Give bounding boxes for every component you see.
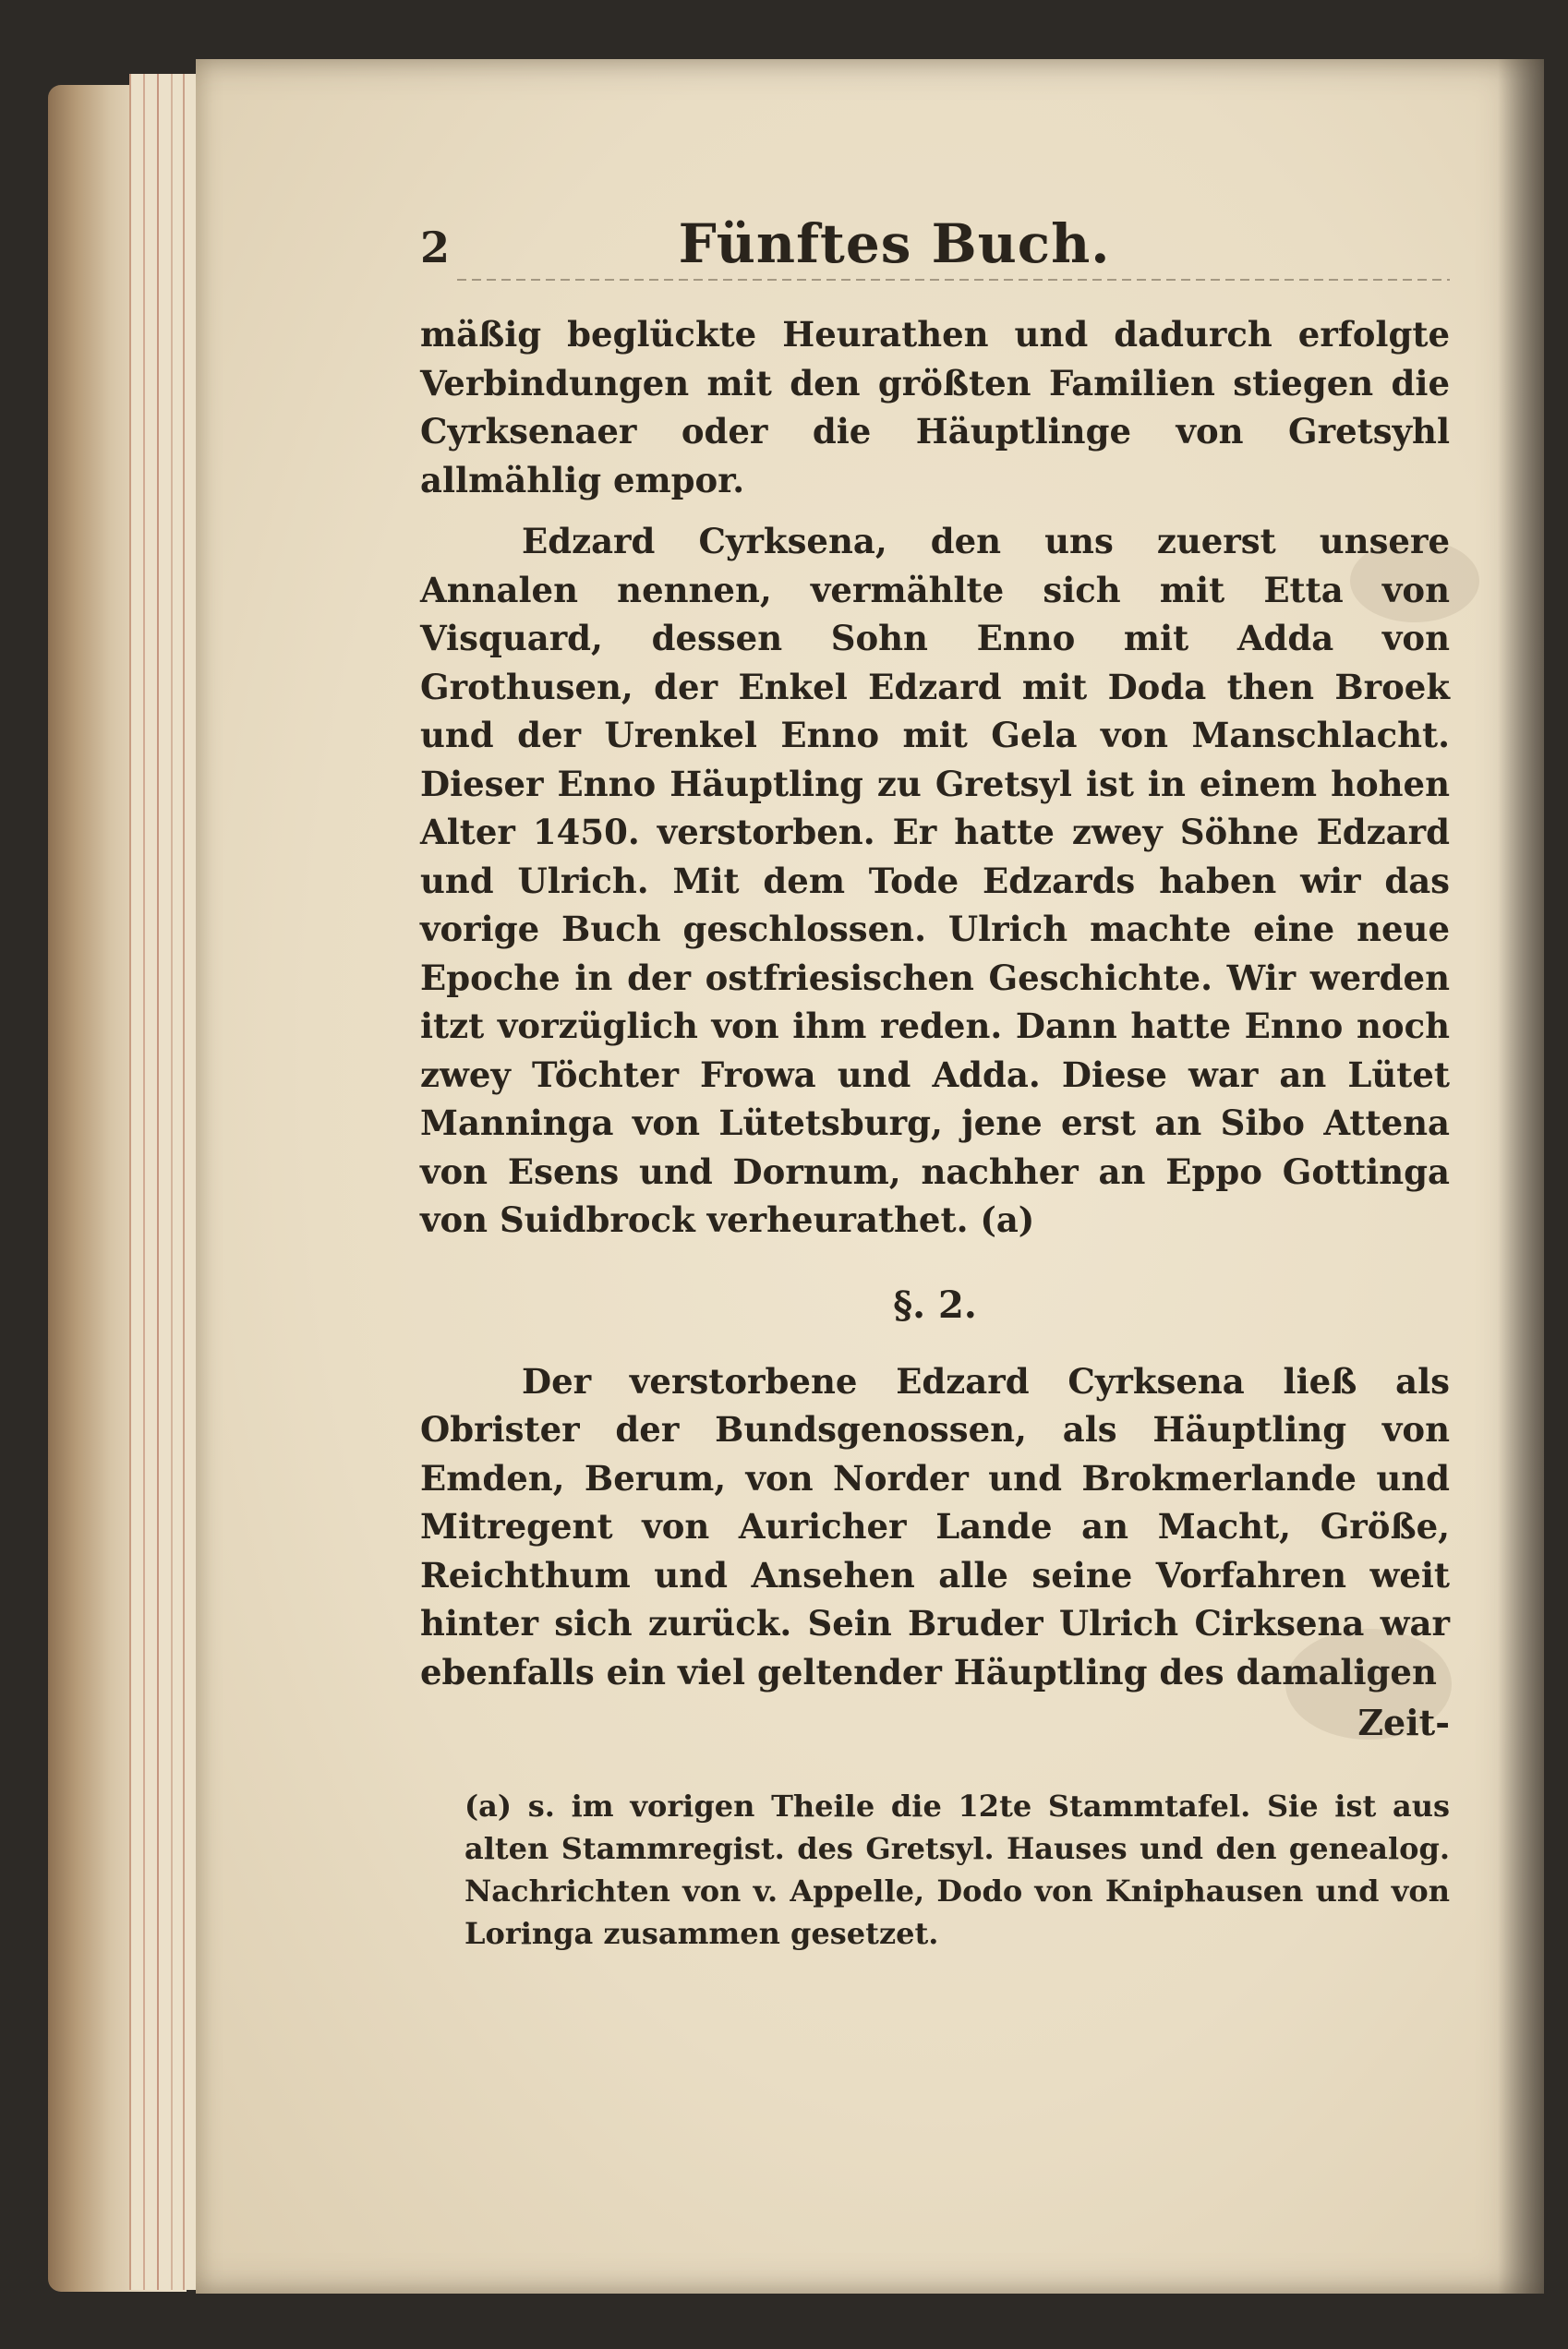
gutter-shadow [1498, 59, 1544, 2294]
paragraph-section-2: Der verstorbene Edzard Cyrksena ließ als Obrister der Bundsgenossen, als Häuptling von Emden, Berum, von Norder und Brokmerlande und Mitregent von Auricher Lande an Macht, Größe, Reichthum und Ansehen alle seine Vorfahren weit hinter sich zurück. Sein Bruder Ulrich Cirksena war ebenfalls ein viel geltender Häuptling des damaligen [420, 1360, 1450, 1692]
header-rule [457, 279, 1450, 281]
page-number: 2 [420, 223, 451, 272]
running-head: Fünftes Buch. [678, 212, 1111, 275]
catchword: Zeit- [1357, 1702, 1450, 1743]
paragraph-continued: mäßig beglückte Heurathen und dadurch erfolgte Verbindungen mit den größten Familien stiegen die Cyrksenaer oder die Häuptlinge von Gretsyhl allmählig empor. [420, 314, 1450, 500]
footnote-marker: (a) [464, 1789, 513, 1824]
page-text-block [420, 212, 1450, 1955]
section-heading: §. 2. [893, 1283, 977, 1327]
page-header [420, 212, 1450, 305]
footnote-text: s. im vorigen Theile die 12te Stammtafel. Sie ist aus alten Stammregist. des Gretsyl. Hauses und den genealog. Nachrichten von v. Appelle, Dodo von Kniphausen und von Loringa zusammen gesetzet. [464, 1789, 1451, 1951]
footnote [420, 1785, 1450, 1955]
paragraph-lineage: Edzard Cyrksena, den uns zuerst unsere Annalen nennen, vermählte sich mit Etta von Visquard, dessen Sohn Enno mit Adda von Grothusen, der Enkel Edzard mit Doda then Broek und der Urenkel Enno mit Gela von Manschlacht. Dieser Enno Häuptling zu Gretsyl ist in einem hohen Alter 1450. verstorben. Er hatte zwey Söhne Edzard und Ulrich. Mit dem Tode Edzards haben wir das vorige Buch geschlossen. Ulrich machte eine neue Epoche in der ostfriesischen Geschichte. Wir werden itzt vorzüglich von ihm reden. Dann hatte Enno noch zwey Töchter Frowa und Adda. Diese war an Lütet Manninga von Lütetsburg, jene erst an Sibo Attena von Esens und Dornum, nachher an Eppo Gottinga von Suidbrock verheurathet. (a) [420, 521, 1450, 1240]
